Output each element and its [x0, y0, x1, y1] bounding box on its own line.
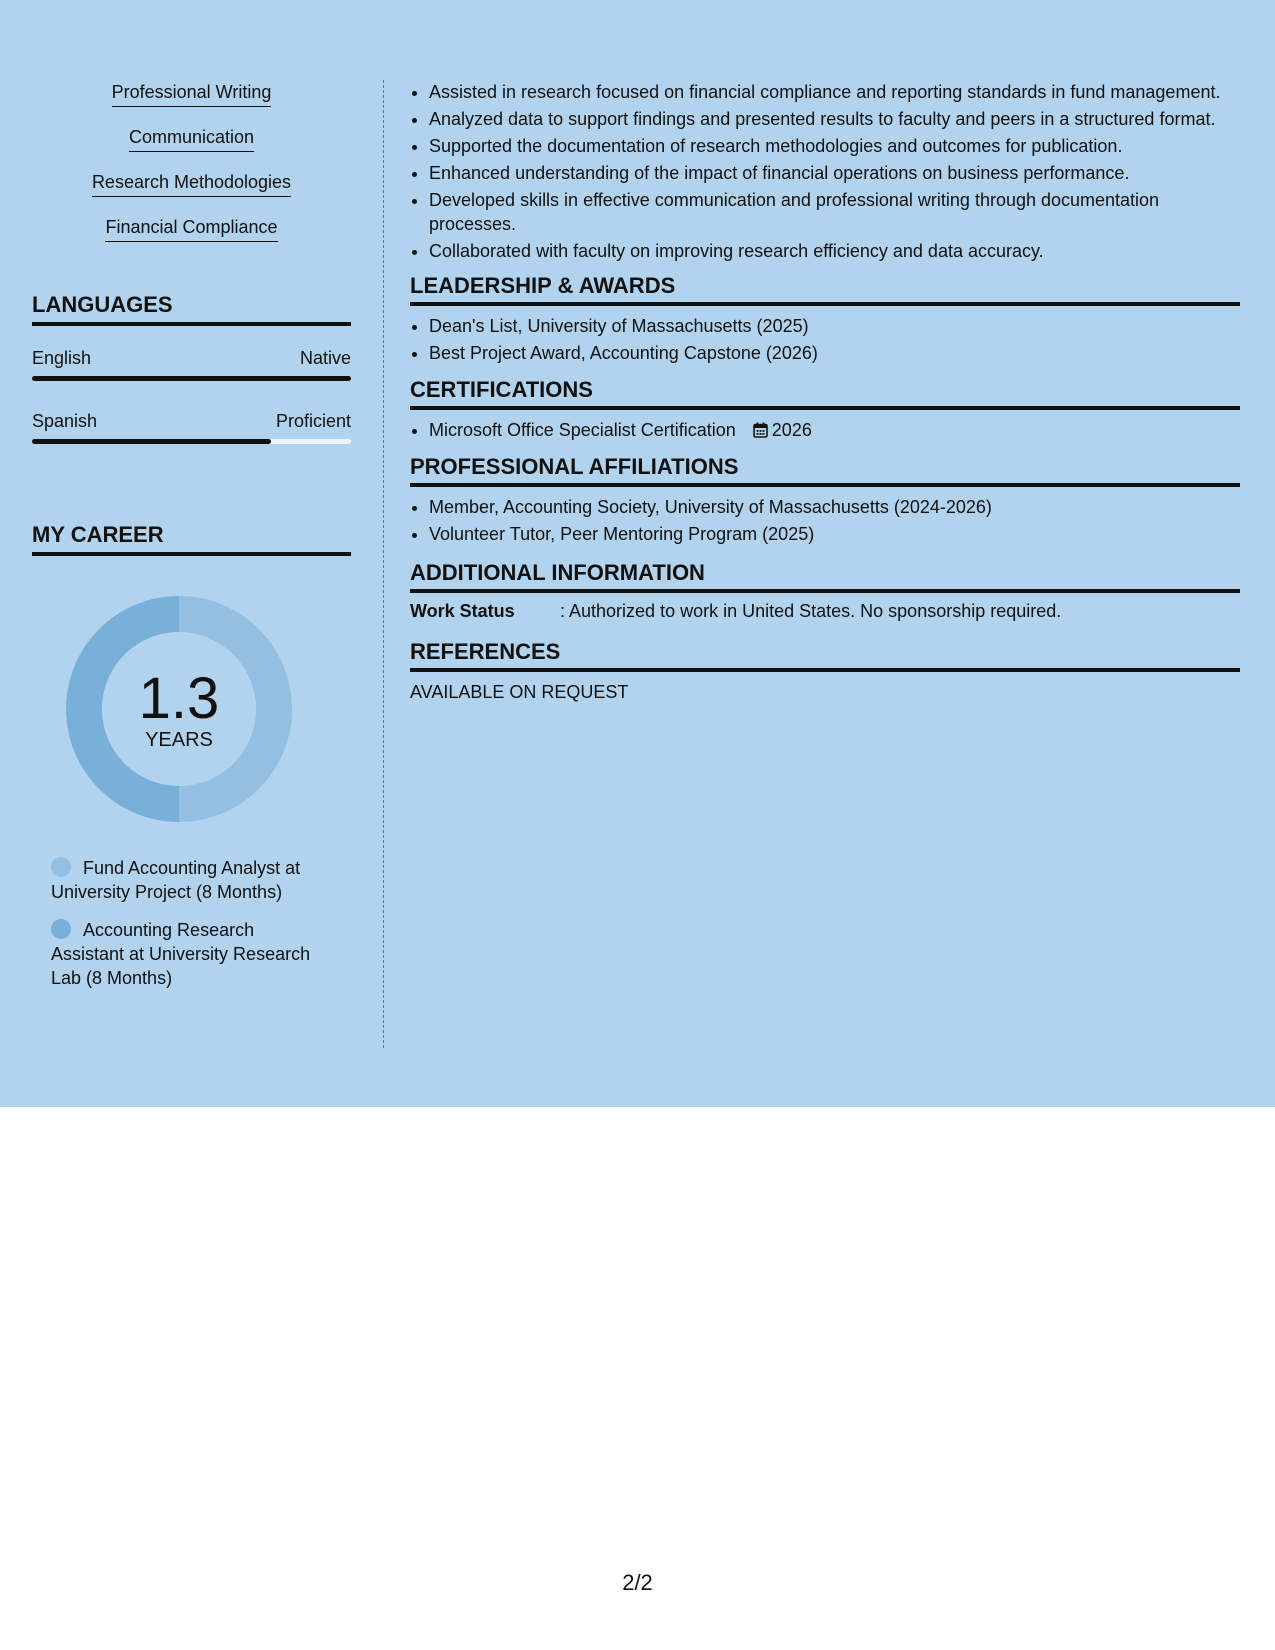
experience-bullet: • Analyzed data to support findings and presented results to faculty and peers in a structured format. [429, 107, 1240, 131]
references-text: AVAILABLE ON REQUEST [410, 682, 629, 702]
career-legend-label: Fund Accounting Analyst at University Project (8 Months) [51, 858, 301, 902]
certifications-heading: CERTIFICATIONS [410, 375, 1240, 410]
career-legend-item [32, 918, 351, 990]
experience-bullet: • Developed skills in effective communication and professional writing through documentation processes. [429, 188, 1240, 236]
experience-bullet: • Assisted in research focused on financial compliance and reporting standards in fund management. [429, 80, 1240, 104]
affiliations-heading: PROFESSIONAL AFFILIATIONS [410, 452, 1240, 487]
languages-heading: LANGUAGES [32, 290, 351, 326]
experience-bullet: • Supported the documentation of research methodologies and outcomes for publication. [429, 134, 1240, 158]
references-heading: REFERENCES [410, 637, 1240, 672]
certification-item [429, 418, 1240, 442]
skill-label: Communication [129, 125, 254, 152]
legend-dot-icon [51, 857, 71, 877]
language-proficiency-fill [32, 376, 351, 381]
affiliations-list [410, 495, 1240, 546]
language-proficiency-fill [32, 439, 271, 444]
leadership-item: • Best Project Award, Accounting Capstone (2026) [429, 341, 1240, 365]
language-level: Proficient [275, 411, 351, 431]
language-name: Spanish [32, 411, 98, 431]
career-donut-chart [66, 596, 292, 822]
work-status-label: Work Status [410, 601, 515, 621]
language-proficiency-bar [32, 439, 351, 444]
career-heading: MY CAREER [32, 520, 351, 556]
career-total-years: 1.3 [138, 666, 220, 731]
language-proficiency-bar [32, 376, 351, 381]
experience-bullet: • Collaborated with faculty on improving research efficiency and data accuracy. [429, 239, 1240, 263]
skill-label: Financial Compliance [105, 215, 277, 242]
skill-label: Professional Writing [112, 80, 272, 107]
career-legend [32, 856, 351, 990]
experience-bullet: • Enhanced understanding of the impact of financial operations on business performance. [429, 161, 1240, 185]
language-name: English [32, 348, 92, 368]
right-column [410, 80, 1240, 704]
column-divider [383, 80, 384, 1048]
career-donut-center [66, 596, 292, 822]
calendar-icon [753, 422, 768, 438]
skill-item [32, 80, 351, 125]
additional-info-heading: ADDITIONAL INFORMATION [410, 558, 1240, 593]
language-level: Native [299, 348, 351, 368]
certifications-list [410, 418, 1240, 442]
skill-item [32, 215, 351, 260]
certification-year: 2026 [771, 420, 812, 440]
legend-dot-icon [51, 919, 71, 939]
work-status-value: : Authorized to work in United States. No sponsorship required. [560, 601, 1062, 621]
certification-name: Microsoft Office Specialist Certification [429, 420, 736, 440]
affiliation-item: • Volunteer Tutor, Peer Mentoring Program (2025) [429, 522, 1240, 546]
skill-label: Research Methodologies [92, 170, 291, 197]
career-total-unit: YEARS [145, 729, 213, 751]
leadership-list [410, 314, 1240, 365]
leadership-heading: LEADERSHIP & AWARDS [410, 271, 1240, 306]
page-number: 2/2 [622, 1570, 653, 1595]
career-legend-item [32, 856, 351, 904]
skills-list [32, 80, 351, 260]
affiliation-item: • Member, Accounting Society, University of Massachusetts (2024-2026) [429, 495, 1240, 519]
left-column [32, 80, 351, 1004]
work-status-row [410, 599, 1240, 623]
skill-item [32, 170, 351, 215]
career-legend-label: Accounting Research Assistant at University Research Lab (8 Months) [51, 920, 311, 988]
language-spanish [32, 409, 351, 444]
language-english [32, 346, 351, 381]
skill-item [32, 125, 351, 170]
experience-bullets [410, 80, 1240, 263]
leadership-item: • Dean's List, University of Massachusetts (2025) [429, 314, 1240, 338]
